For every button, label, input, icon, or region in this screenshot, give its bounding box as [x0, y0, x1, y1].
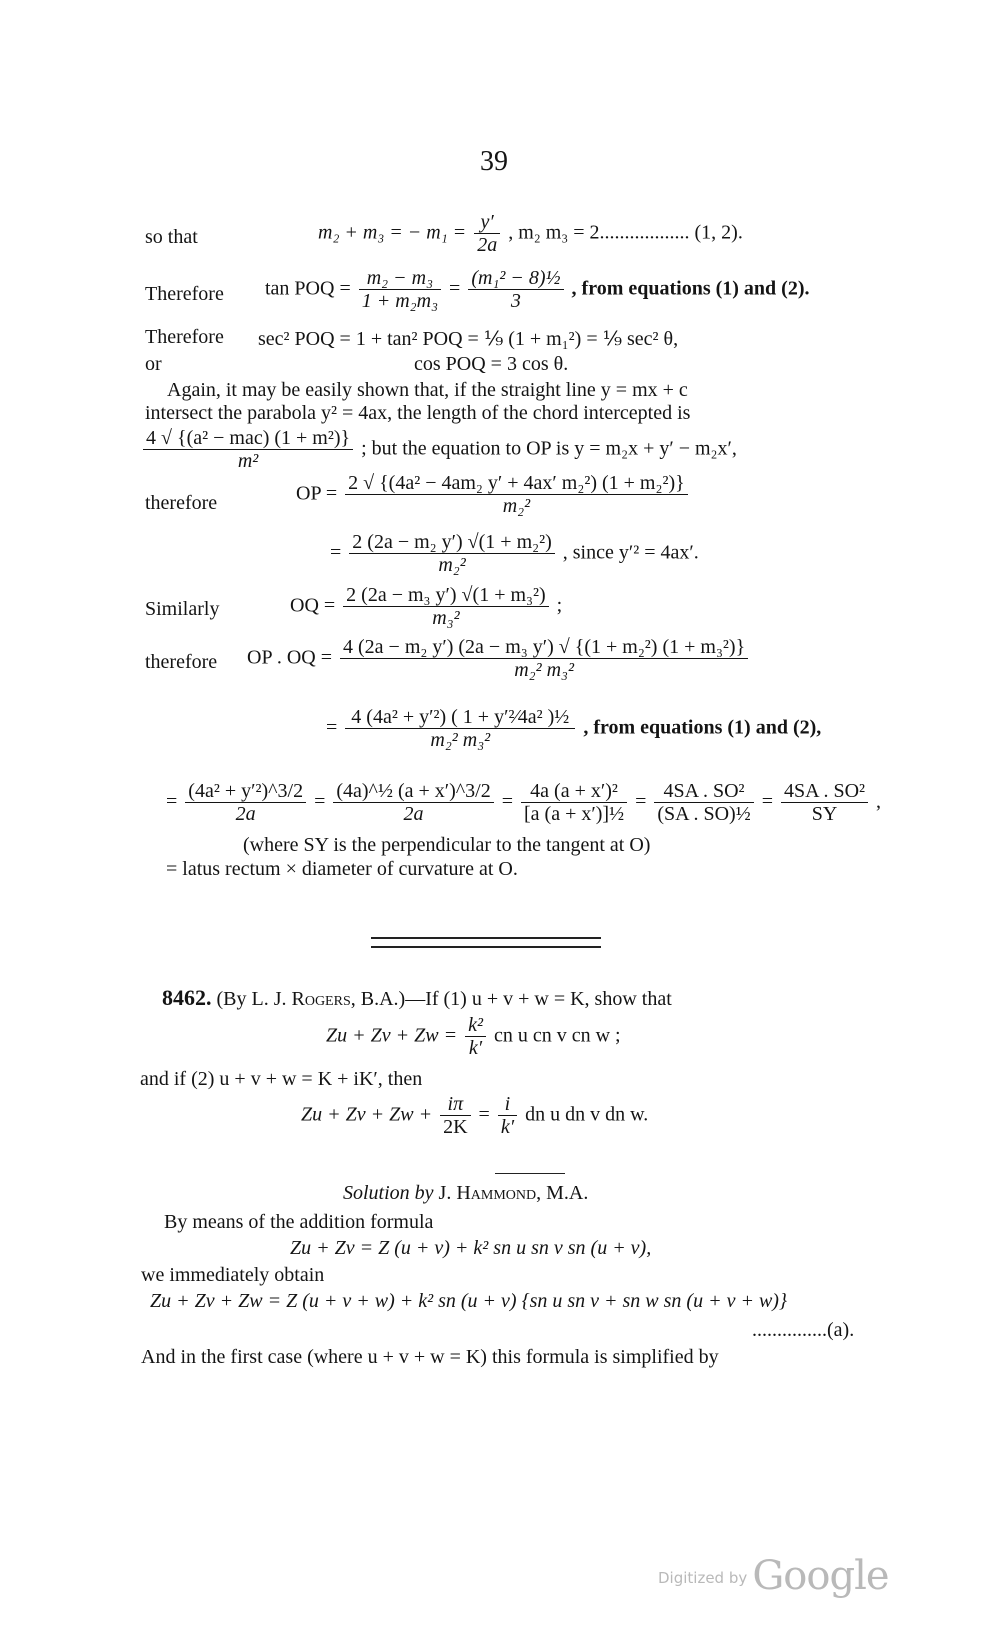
label-therefore-1: Therefore	[145, 283, 224, 305]
equation-chain	[166, 781, 881, 825]
fraction-oq	[343, 585, 548, 629]
fraction-denominator: 1 + m₂m₃	[359, 289, 441, 312]
short-divider	[495, 1173, 565, 1174]
equals-sign: =	[501, 790, 514, 813]
label-so-that: so that	[145, 226, 198, 248]
fraction-denominator: m₃²	[343, 606, 548, 629]
fraction-denominator: 2a	[474, 233, 500, 256]
problem-author: Rogers	[291, 988, 351, 1010]
paragraph-line-1: Again, it may be easily shown that, if the straight line y = mx + c	[167, 379, 688, 401]
equation-lhs: OP =	[296, 482, 338, 505]
fraction-op-2	[349, 532, 554, 576]
fraction-numerator: y′	[480, 211, 494, 233]
label-similarly: Similarly	[145, 598, 220, 620]
and-if-line: and if (2) u + v + w = K + iK′, then	[140, 1068, 423, 1090]
paragraph-tail: ; but the equation to OP is y = m₂x + y′ − m₂x′,	[361, 437, 737, 460]
page-number: 39	[480, 146, 508, 177]
equation-note: , from equations (1) and (2),	[583, 716, 822, 739]
fraction-numerator: 4SA . SO²	[663, 780, 745, 802]
fraction-k2-over-kprime	[465, 1015, 486, 1059]
fraction-denominator: (SA . SO)½	[654, 802, 753, 825]
fraction-numerator: 4 √ {(a² − mac) (1 + m²)}	[146, 427, 351, 449]
fraction-chain-3	[521, 781, 627, 825]
equals-sign: =	[314, 790, 326, 813]
fraction-numerator: 4 (2a − m₂ y′) (2a − m₃ y′) √ {(1 + m₂²) (1 + m₃²)}	[343, 636, 746, 658]
equals-sign: =	[761, 790, 773, 813]
fraction-chain-2	[333, 781, 493, 825]
equation-tan-poq: tan POQ = $\frac{\text{m₂ − m₃}}{\text{1 + m₂m₃}}$ = $\frac{\text{(m₁² − 8)½}}{3}$ , from equations (1) and (2).	[265, 267, 810, 312]
label-therefore-3: therefore	[145, 492, 218, 514]
fraction-m2-minus-m3	[359, 268, 441, 312]
equals-sign: =	[478, 1103, 490, 1126]
equation-rhs: , m₂ m₃ = 2.................. (1, 2).	[508, 221, 743, 244]
equation-cos-poq: cos POQ = 3 cos θ.	[414, 353, 569, 375]
equation-lhs: m₂ + m₃ = − m₁ =	[318, 221, 467, 244]
solver-degree: , M.A.	[536, 1182, 589, 1204]
fraction-numerator: iπ	[447, 1093, 464, 1115]
fraction-denominator: m₂² m₃²	[345, 728, 575, 751]
fraction-chord	[143, 428, 353, 472]
fraction-chain-4	[654, 781, 753, 825]
fraction-numerator: k²	[468, 1014, 483, 1036]
equation-lhs: tan POQ =	[265, 277, 351, 300]
solver-initials: J.	[438, 1182, 452, 1204]
fraction-big	[345, 707, 575, 751]
formula-a: Zu + Zv + Zw = Z (u + v + w) + k² sn (u + v) {sn u sn v + sn w sn (u + v + w)}	[150, 1290, 787, 1312]
solution-by-label: Solution by	[343, 1182, 434, 1204]
label-therefore-2: Therefore	[145, 326, 224, 348]
fraction-chain-5	[781, 781, 868, 825]
equation-case-1	[326, 1015, 621, 1059]
fraction-y-over-2a	[474, 212, 500, 256]
fraction-denominator: m₂²	[349, 553, 554, 576]
fraction-denominator: SY	[781, 802, 868, 825]
problem-statement	[162, 985, 672, 1011]
where-note: (where SY is the perpendicular to the tangent at O)	[243, 834, 651, 856]
equation-note: , from equations (1) and (2).	[571, 277, 810, 300]
fraction-numerator: (m₁² − 8)½	[471, 267, 561, 289]
solution-line-2: we immediately obtain	[141, 1264, 325, 1286]
label-therefore-4: therefore	[145, 651, 218, 673]
fraction-chain-1	[185, 781, 306, 825]
fraction-denominator: m²	[143, 449, 353, 472]
equation-op-1	[296, 473, 691, 517]
digitized-by-google-watermark	[658, 1553, 889, 1599]
equation-chord-length	[143, 428, 737, 472]
fraction-denominator: 2K	[440, 1115, 470, 1138]
equation-rhs: cn u cn v cn w ;	[493, 1024, 621, 1047]
fraction-i-over-kprime	[498, 1094, 517, 1138]
fraction-numerator: 2 √ {(4a² − 4am₂ y′ + 4ax′ m₂²) (1 + m₂²)}	[348, 472, 685, 494]
formula-a-tag: ...............(a).	[752, 1319, 855, 1341]
google-logo: Google	[752, 1553, 889, 1599]
solution-line-3: And in the first case (where u + v + w = K) this formula is simplified by	[141, 1346, 719, 1368]
equation-comma: ,	[876, 790, 882, 813]
problem-number: 8462.	[162, 985, 212, 1010]
equals-sign: =	[166, 790, 178, 813]
solution-heading	[343, 1182, 588, 1205]
equation-case-2	[301, 1094, 648, 1138]
fraction-denominator: m₂² m₃²	[340, 658, 748, 681]
equation-lhs: =	[326, 716, 338, 739]
solution-line-1: By means of the addition formula	[164, 1211, 434, 1233]
fraction-denominator: m₂²	[345, 494, 688, 517]
section-divider	[371, 937, 601, 948]
equation-op-oq	[247, 637, 751, 681]
fraction-op-1	[345, 473, 688, 517]
fraction-numerator: 4a (a + x′)²	[530, 780, 618, 802]
equation-sec-poq: sec² POQ = 1 + tan² POQ = ⅑ (1 + m₁²) = ⅑ sec² θ,	[258, 328, 679, 350]
equation-op-2	[330, 532, 699, 576]
equation-op-oq-2	[326, 707, 821, 751]
problem-condition: , B.A.)—If (1) u + v + w = K, show that	[350, 988, 672, 1010]
latus-rectum-line: = latus rectum × diameter of curvature at O.	[166, 858, 518, 880]
fraction-numerator: 2 (2a − m₃ y′) √(1 + m₃²)	[346, 584, 546, 606]
fraction-denominator: 2a	[185, 802, 306, 825]
equation-note: ;	[556, 594, 563, 617]
equation-lhs: OP . OQ =	[247, 646, 332, 669]
equals-sign: =	[635, 790, 647, 813]
equation-oq	[290, 585, 562, 629]
fraction-numerator: m₂ − m₃	[366, 267, 434, 289]
fraction-numerator: (4a² + y′²)^3/2	[188, 780, 304, 802]
solver-name: Hammond	[456, 1182, 537, 1204]
fraction-m1-squared	[468, 268, 563, 312]
fraction-op-oq	[340, 637, 748, 681]
equation-lhs: =	[330, 541, 342, 564]
fraction-denominator: k′	[465, 1036, 486, 1059]
fraction-numerator: 4SA . SO²	[784, 780, 866, 802]
paragraph-line-2: intersect the parabola y² = 4ax, the length of the chord intercepted is	[145, 402, 691, 424]
watermark-prefix: Digitized by	[658, 1569, 748, 1587]
fraction-denominator: [a (a + x′)]½	[521, 802, 627, 825]
equation-lhs: Zu + Zv + Zw +	[301, 1103, 433, 1126]
equation-lhs: Zu + Zv + Zw =	[326, 1024, 458, 1047]
addition-formula: Zu + Zv = Z (u + v) + k² sn u sn v sn (u + v),	[290, 1237, 652, 1259]
fraction-i-pi-over-2k	[440, 1094, 470, 1138]
fraction-denominator: k′	[498, 1115, 517, 1138]
fraction-numerator: (4a)^½ (a + x′)^3/2	[336, 780, 491, 802]
equation-rhs: dn u dn v dn w.	[525, 1103, 649, 1126]
fraction-numerator: 4 (4a² + y′²) ( 1 + y′²⁄4a² )½	[351, 706, 570, 728]
fraction-denominator: 2a	[333, 802, 493, 825]
fraction-denominator: 3	[468, 289, 563, 312]
equation-lhs: OQ =	[290, 594, 336, 617]
fraction-numerator: 2 (2a − m₂ y′) √(1 + m₂²)	[352, 531, 552, 553]
problem-by: (By L. J.	[216, 988, 287, 1010]
equation-note: , since y′² = 4ax′.	[562, 541, 699, 564]
fraction-numerator: i	[504, 1093, 511, 1115]
label-or: or	[145, 353, 162, 375]
equation-m2-m3	[318, 212, 743, 256]
